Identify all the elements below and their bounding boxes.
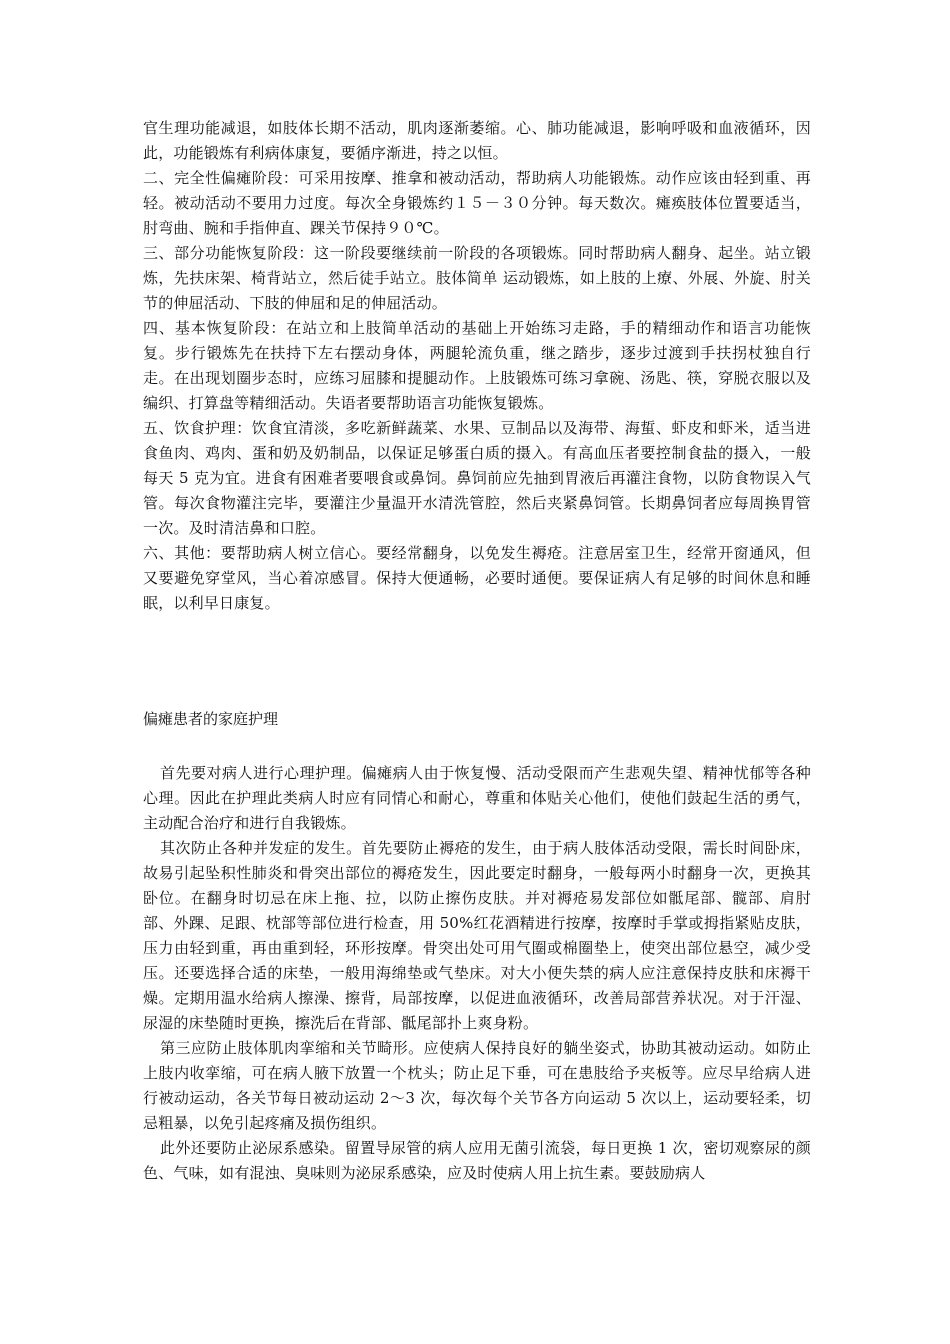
paragraph-basic-recovery: 四、基本恢复阶段：在站立和上肢简单活动的基础上开始练习走路，手的精细动作和语言功能恢复。步行锻炼先在扶持下左右摆动身体，两腿轮流负重，继之踏步，逐步过渡到手扶拐杖独自行走。在出现划圈步态时，应练习屈膝和提腿动作。上肢锻炼可练习拿碗、汤匙、筷，穿脱衣服以及编织、打算盘等精细活动。失语者要帮助语言功能恢复锻炼。 [143,319,811,412]
article-title: 偏瘫患者的家庭护理 [143,710,279,728]
paragraph-urinary-infection: 此外还要防止泌尿系感染。留置导尿管的病人应用无菌引流袋，每日更换 1 次，密切观察尿的颜色、气味，如有混浊、臭味则为泌尿系感染，应及时使病人用上抗生素。要鼓励病人 [143,1139,811,1182]
article-title-block [143,707,811,732]
paragraph-other: 六、其他：要帮助病人树立信心。要经常翻身，以免发生褥疮。注意居室卫生，经常开窗通风，但又要避免穿堂风，当心着凉感冒。保持大便通畅，必要时通便。要保证病人有足够的时间休息和睡眠，以利早日康复。 [143,544,811,612]
paragraph-diet-care: 五、饮食护理：饮食宜清淡，多吃新鲜蔬菜、水果、豆制品以及海带、海蜇、虾皮和虾米，适当进食鱼肉、鸡肉、蛋和奶及奶制品，以保证足够蛋白质的摄入。有高血压者要控制食盐的摄入，一般每天 5 克为宜。进食有困难者要喂食或鼻饲。鼻饲前应先抽到胃液后再灌注食物，以防食物误入气管。每次食物灌注完毕，要灌注少量温开水清洗管腔，然后夹紧鼻饲管。长期鼻饲者应每周换胃管一次。及时清洁鼻和口腔。 [143,419,811,537]
paragraph-partial-recovery: 三、部分功能恢复阶段：这一阶段要继续前一阶段的各项锻炼。同时帮助病人翻身、起坐。站立锻炼，先扶床架、椅背站立，然后徒手站立。肢体简单 运动锻炼，如上肢的上療、外展、外旋、肘关节的伸屈活动、下肢的伸屈和足的伸屈活动。 [143,244,811,312]
home-care-section [143,761,811,1186]
paragraph-complication-prevention: 其次防止各种并发症的发生。首先要防止褥疮的发生，由于病人肢体活动受限，需长时间卧床，故易引起坠积性肺炎和骨突出部位的褥疮发生，因此要定时翻身，一般每两小时翻身一次，更换其卧位。在翻身时切忌在床上拖、拉，以防止擦伤皮肤。并对褥疮易发部位如骶尾部、髋部、肩肘部、外踝、足跟、枕部等部位进行检查，用 50%红花酒精进行按摩，按摩时手掌或拇指紧贴皮肤，压力由轻到重，再由重到轻，环形按摩。骨突出处可用气圈或棉圈垫上，使突出部位悬空，减少受压。还要选择合适的床垫，一般用海绵垫或气垫床。对大小便失禁的病人应注意保持皮肤和床褥干燥。定期用温水给病人擦澡、擦背，局部按摩，以促进血液循环，改善局部营养状况。对于汗湿、尿湿的床垫随时更换，擦洗后在背部、骶尾部扑上爽身粉。 [143,839,811,1032]
care-stages-section [143,116,811,616]
paragraph-intro-continued: 官生理功能减退，如肢体长期不活动，肌肉逐渐萎缩。心、肺功能减退，影响呼吸和血液循环，因此，功能锻炼有利病体康复，要循序渐进，持之以恒。 [143,119,811,162]
paragraph-complete-hemiplegia: 二、完全性偏瘫阶段：可采用按摩、推拿和被动活动，帮助病人功能锻炼。动作应该由轻到重、再轻。被动活动不要用力过度。每次全身锻炼约１５－３０分钟。每天数次。瘫痪肢体位置要适当，肘弯曲、腕和手指伸直、踝关节保持９０℃。 [143,169,811,237]
paragraph-psychological-care: 首先要对病人进行心理护理。偏瘫病人由于恢复慢、活动受限而产生悲观失望、精神忧郁等各种心理。因此在护理此类病人时应有同情心和耐心，尊重和体贴关心他们，使他们鼓起生活的勇气，主动配合治疗和进行自我锻炼。 [143,764,811,832]
paragraph-contracture-prevention: 第三应防止肢体肌肉挛缩和关节畸形。应使病人保持良好的躺坐姿式，协助其被动运动。如防止上肢内收挛缩，可在病人腋下放置一个枕头；防止足下垂，可在患肢给予夹板等。应尽早给病人进行被动运动，各关节每日被动运动 2～3 次，每次每个关节各方向运动 5 次以上，运动要轻柔，切忌粗暴，以免引起疼痛及损伤组织。 [143,1039,811,1132]
